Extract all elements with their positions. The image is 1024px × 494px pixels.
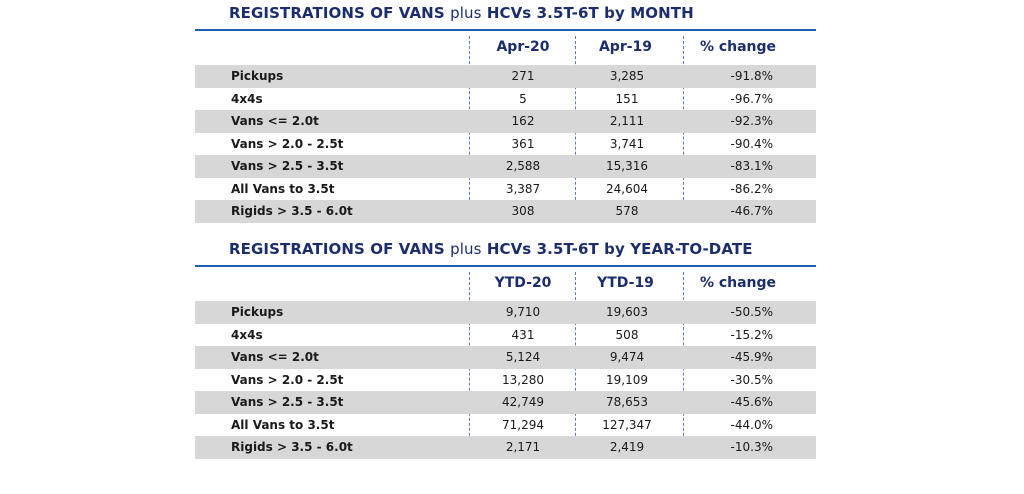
ytd-table-title: REGISTRATIONS OF VANS plus HCVs 3.5T-6T by YEAR-TO-DATE [229, 240, 753, 258]
table-body [195, 65, 816, 223]
table-cell: -15.2% [730, 327, 773, 342]
column-header: Apr-19 [598, 39, 653, 55]
table-row [195, 155, 816, 178]
table-row [195, 324, 816, 347]
table-row [195, 391, 816, 414]
table-row [195, 414, 816, 437]
row-label: Rigids > 3.5 - 6.0t [231, 204, 353, 218]
row-label: All Vans to 3.5t [231, 417, 335, 432]
table-cell: 3,741 [609, 136, 645, 151]
table-row [195, 436, 816, 459]
row-label: Vans <= 2.0t [231, 350, 319, 364]
column-header: % change [699, 275, 777, 291]
table-cell: 19,603 [606, 305, 648, 319]
table-cell: 78,653 [606, 395, 648, 409]
table-cell: -45.6% [730, 395, 773, 409]
table-cell: 19,109 [606, 372, 648, 387]
table-cell: -91.8% [730, 69, 773, 83]
table-row [195, 65, 816, 88]
table-cell: -10.3% [730, 440, 773, 454]
row-label: Pickups [231, 305, 284, 319]
table-cell: 5 [519, 91, 527, 106]
row-label: Vans > 2.0 - 2.5t [231, 372, 344, 387]
table-cell: 431 [511, 327, 535, 342]
table-cell: -92.3% [730, 114, 773, 128]
table-cell: -45.9% [730, 350, 773, 364]
table-cell: -90.4% [730, 136, 773, 151]
table-cell: 127,347 [602, 417, 652, 432]
table-cell: 3,387 [505, 181, 541, 196]
table-cell: 71,294 [502, 417, 544, 432]
table-cell: -83.1% [730, 159, 773, 173]
table-cell: 308 [511, 204, 535, 218]
column-header: Apr-20 [496, 39, 550, 55]
table-row [195, 346, 816, 369]
table-cell: 578 [615, 204, 639, 218]
column-header: YTD-20 [494, 275, 552, 291]
column-header: % change [699, 39, 777, 55]
table-row [195, 88, 816, 111]
table-header [195, 272, 816, 294]
table-row [195, 110, 816, 133]
table-cell: -86.2% [730, 181, 773, 196]
table-cell: 361 [511, 136, 535, 151]
table-cell: 2,111 [609, 114, 645, 128]
table-cell: 9,710 [505, 305, 541, 319]
table-cell: 9,474 [609, 350, 645, 364]
table-cell: 13,280 [502, 372, 544, 387]
table-cell: 2,419 [609, 440, 645, 454]
table-row [195, 178, 816, 201]
row-label: 4x4s [231, 91, 263, 106]
table-cell: -30.5% [730, 372, 773, 387]
row-label: 4x4s [231, 327, 263, 342]
table-cell: -96.7% [730, 91, 773, 106]
table-cell: -44.0% [730, 417, 773, 432]
row-label: Vans > 2.0 - 2.5t [231, 136, 344, 151]
title-rule [195, 265, 816, 267]
table-cell: -46.7% [730, 204, 773, 218]
table-cell: 508 [615, 327, 639, 342]
table-cell: 151 [615, 91, 639, 106]
row-label: Vans > 2.5 - 3.5t [231, 159, 344, 173]
table-cell: 42,749 [502, 395, 544, 409]
row-label: Vans > 2.5 - 3.5t [231, 395, 344, 409]
table-body [195, 301, 816, 459]
table-cell: 162 [511, 114, 535, 128]
table-cell: 2,171 [505, 440, 541, 454]
row-label: Vans <= 2.0t [231, 114, 319, 128]
table-header [195, 36, 816, 58]
table-row [195, 301, 816, 324]
table-row [195, 369, 816, 392]
month-table-title: REGISTRATIONS OF VANS plus HCVs 3.5T-6T by MONTH [229, 4, 694, 22]
table-row [195, 133, 816, 156]
title-rule [195, 29, 816, 31]
table-cell: 3,285 [609, 69, 645, 83]
row-label: Pickups [231, 69, 284, 83]
table-cell: 5,124 [505, 350, 541, 364]
table-cell: 2,588 [505, 159, 541, 173]
table-cell: -50.5% [730, 305, 773, 319]
table-row [195, 200, 816, 223]
row-label: Rigids > 3.5 - 6.0t [231, 440, 353, 454]
table-cell: 271 [511, 69, 535, 83]
column-header: YTD-19 [597, 275, 654, 291]
table-cell: 15,316 [606, 159, 648, 173]
table-cell: 24,604 [606, 181, 648, 196]
row-label: All Vans to 3.5t [231, 181, 335, 196]
